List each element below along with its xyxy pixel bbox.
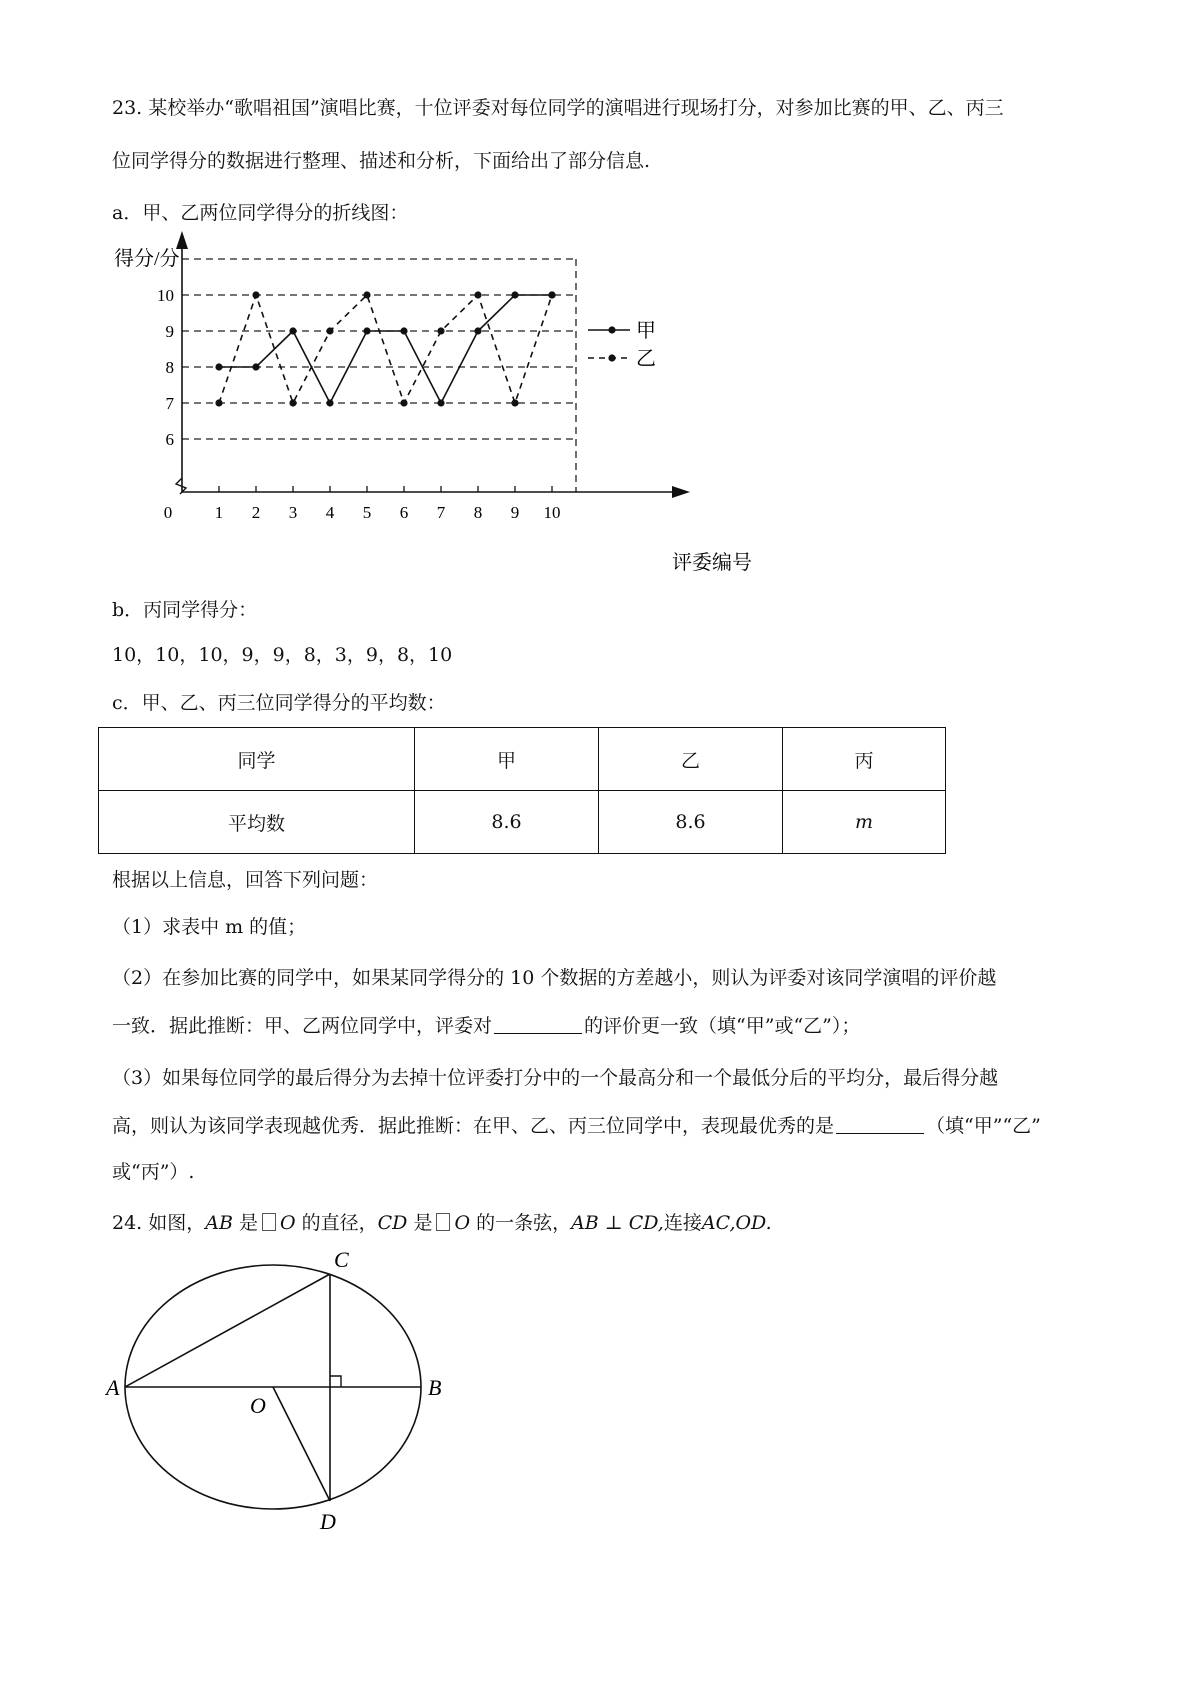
q23-q3-line2 xyxy=(112,1111,1041,1141)
y-tick-label: 10 xyxy=(157,286,174,305)
data-point xyxy=(363,327,370,334)
q24-o2: O xyxy=(454,1212,471,1234)
q23-q3-line3: 或“丙”）. xyxy=(112,1161,195,1183)
data-point xyxy=(252,291,259,298)
q23-stem-line2: 位同学得分的数据进行整理、描述和分析，下面给出了部分信息. xyxy=(112,150,651,172)
legend-marker xyxy=(608,354,615,361)
x-tick-label: 9 xyxy=(510,503,520,522)
score-line-chart xyxy=(90,235,790,575)
q23-intro: 根据以上信息，回答下列问题： xyxy=(112,869,379,891)
x-tick-label: 6 xyxy=(399,503,409,522)
chart-legend xyxy=(588,320,656,370)
x-axis-arrow xyxy=(672,486,690,498)
q23-part-c: c．甲、乙、丙三位同学得分的平均数： xyxy=(112,692,446,714)
data-point xyxy=(215,363,222,370)
table-header-cell: 甲 xyxy=(415,728,599,791)
circle-symbol-icon xyxy=(436,1213,450,1231)
q24-perp: AB ⊥ CD, xyxy=(571,1212,664,1234)
x-tick-label: 8 xyxy=(473,503,483,522)
x-tick-label: 7 xyxy=(436,503,446,522)
q24-stem xyxy=(112,1208,772,1238)
q2-text-b: 的评价更一致（填“甲”或“乙”）； xyxy=(584,1015,861,1037)
y-tick-label: 7 xyxy=(165,394,174,413)
q24-cd: CD xyxy=(377,1212,408,1234)
q23-q1: （1）求表中 m 的值； xyxy=(112,916,307,938)
y-tick-label: 8 xyxy=(165,358,174,377)
data-point xyxy=(474,327,481,334)
data-point xyxy=(215,399,222,406)
data-point xyxy=(326,327,333,334)
x-tick-label: 10 xyxy=(543,503,561,522)
legend-label: 甲 xyxy=(636,320,656,342)
series-line-1 xyxy=(219,295,552,403)
point-label-c: C xyxy=(334,1247,349,1272)
table-cell: 8.6 xyxy=(415,791,599,854)
y-axis-label: 得分/分 xyxy=(114,248,180,270)
data-point xyxy=(400,399,407,406)
data-point xyxy=(437,399,444,406)
table-row xyxy=(99,791,946,854)
y-tick-label: 9 xyxy=(165,322,174,341)
q2-answer-blank[interactable] xyxy=(494,1013,582,1034)
data-point xyxy=(437,327,444,334)
q24-text-b: 的直径， xyxy=(295,1212,378,1234)
q24-segs: AC,OD. xyxy=(701,1212,772,1234)
table-cell: m xyxy=(783,791,946,854)
data-point xyxy=(400,327,407,334)
table-row-label: 平均数 xyxy=(99,791,415,854)
table-header-cell: 丙 xyxy=(783,728,946,791)
data-point xyxy=(474,291,481,298)
q3-text-a: 高，则认为该同学表现越优秀．据此推断：在甲、乙、丙三位同学中，表现最优秀的是 xyxy=(112,1115,835,1137)
q24-is2: 是 xyxy=(407,1212,433,1234)
table-header-cell: 乙 xyxy=(599,728,783,791)
series-line-2 xyxy=(219,295,552,403)
data-point xyxy=(548,291,555,298)
x-tick-label: 5 xyxy=(362,503,372,522)
circle-symbol-icon xyxy=(262,1213,276,1231)
q3-answer-blank[interactable] xyxy=(836,1113,924,1134)
q23-part-b: b．丙同学得分： xyxy=(112,599,258,621)
x-tick-label: 4 xyxy=(325,503,335,522)
q23-q2-line2 xyxy=(112,1011,860,1041)
q23-stem-line1: 23. 某校举办“歌唱祖国”演唱比赛，十位评委对每位同学的演唱进行现场打分，对参加比赛的甲、乙、丙三 xyxy=(112,97,1004,119)
right-angle-mark xyxy=(330,1376,341,1387)
q23-part-b-scores: 10，10，10，9，9，8，3，9，8，10 xyxy=(112,644,453,666)
point-label-d: D xyxy=(320,1509,336,1534)
table-header-cell: 同学 xyxy=(99,728,415,791)
q24-ab: AB xyxy=(205,1212,233,1234)
x-tick-label: 0 xyxy=(163,503,173,522)
q24-text-a: 24. 如图， xyxy=(112,1212,206,1234)
data-point xyxy=(363,291,370,298)
q23-part-a: a．甲、乙两位同学得分的折线图： xyxy=(112,202,409,224)
x-tick-label: 1 xyxy=(214,503,224,522)
data-point xyxy=(511,291,518,298)
average-table xyxy=(98,727,946,854)
point-label-b: B xyxy=(428,1375,442,1400)
chart-axes xyxy=(176,231,690,498)
q23-q2-line1: （2）在参加比赛的同学中，如果某同学得分的 10 个数据的方差越小，则认为评委对该同学演唱的评价越 xyxy=(112,967,997,989)
point-label-o: O xyxy=(250,1393,266,1418)
q23-q3-line1: （3）如果每位同学的最后得分为去掉十位评委打分中的一个最高分和一个最低分后的平均分，最后得分越 xyxy=(112,1067,999,1089)
segment-ac xyxy=(125,1274,330,1387)
segment-od xyxy=(273,1387,330,1501)
point-label-a: A xyxy=(106,1375,120,1400)
y-tick-label: 6 xyxy=(165,430,174,449)
q24-is1: 是 xyxy=(232,1212,258,1234)
circle-geometry-figure xyxy=(100,1245,440,1535)
table-header-row xyxy=(99,728,946,791)
table-cell: 8.6 xyxy=(599,791,783,854)
data-point xyxy=(289,327,296,334)
x-tick-label: 3 xyxy=(288,503,298,522)
data-point xyxy=(511,399,518,406)
x-axis-label: 评委编号 xyxy=(672,552,752,574)
x-tick-label: 2 xyxy=(251,503,261,522)
data-point xyxy=(252,363,259,370)
chart-series xyxy=(215,291,555,406)
data-point xyxy=(326,399,333,406)
q24-text-c: 的一条弦， xyxy=(470,1212,572,1234)
q24-connect: 连接 xyxy=(663,1212,702,1234)
legend-label: 乙 xyxy=(636,348,656,370)
q24-o1: O xyxy=(280,1212,296,1234)
data-point xyxy=(289,399,296,406)
q2-text-a: 一致．据此推断：甲、乙两位同学中，评委对 xyxy=(112,1015,493,1037)
q3-text-b: （填“甲”“乙” xyxy=(926,1115,1041,1137)
legend-marker xyxy=(608,326,615,333)
y-axis-arrow xyxy=(176,231,188,249)
